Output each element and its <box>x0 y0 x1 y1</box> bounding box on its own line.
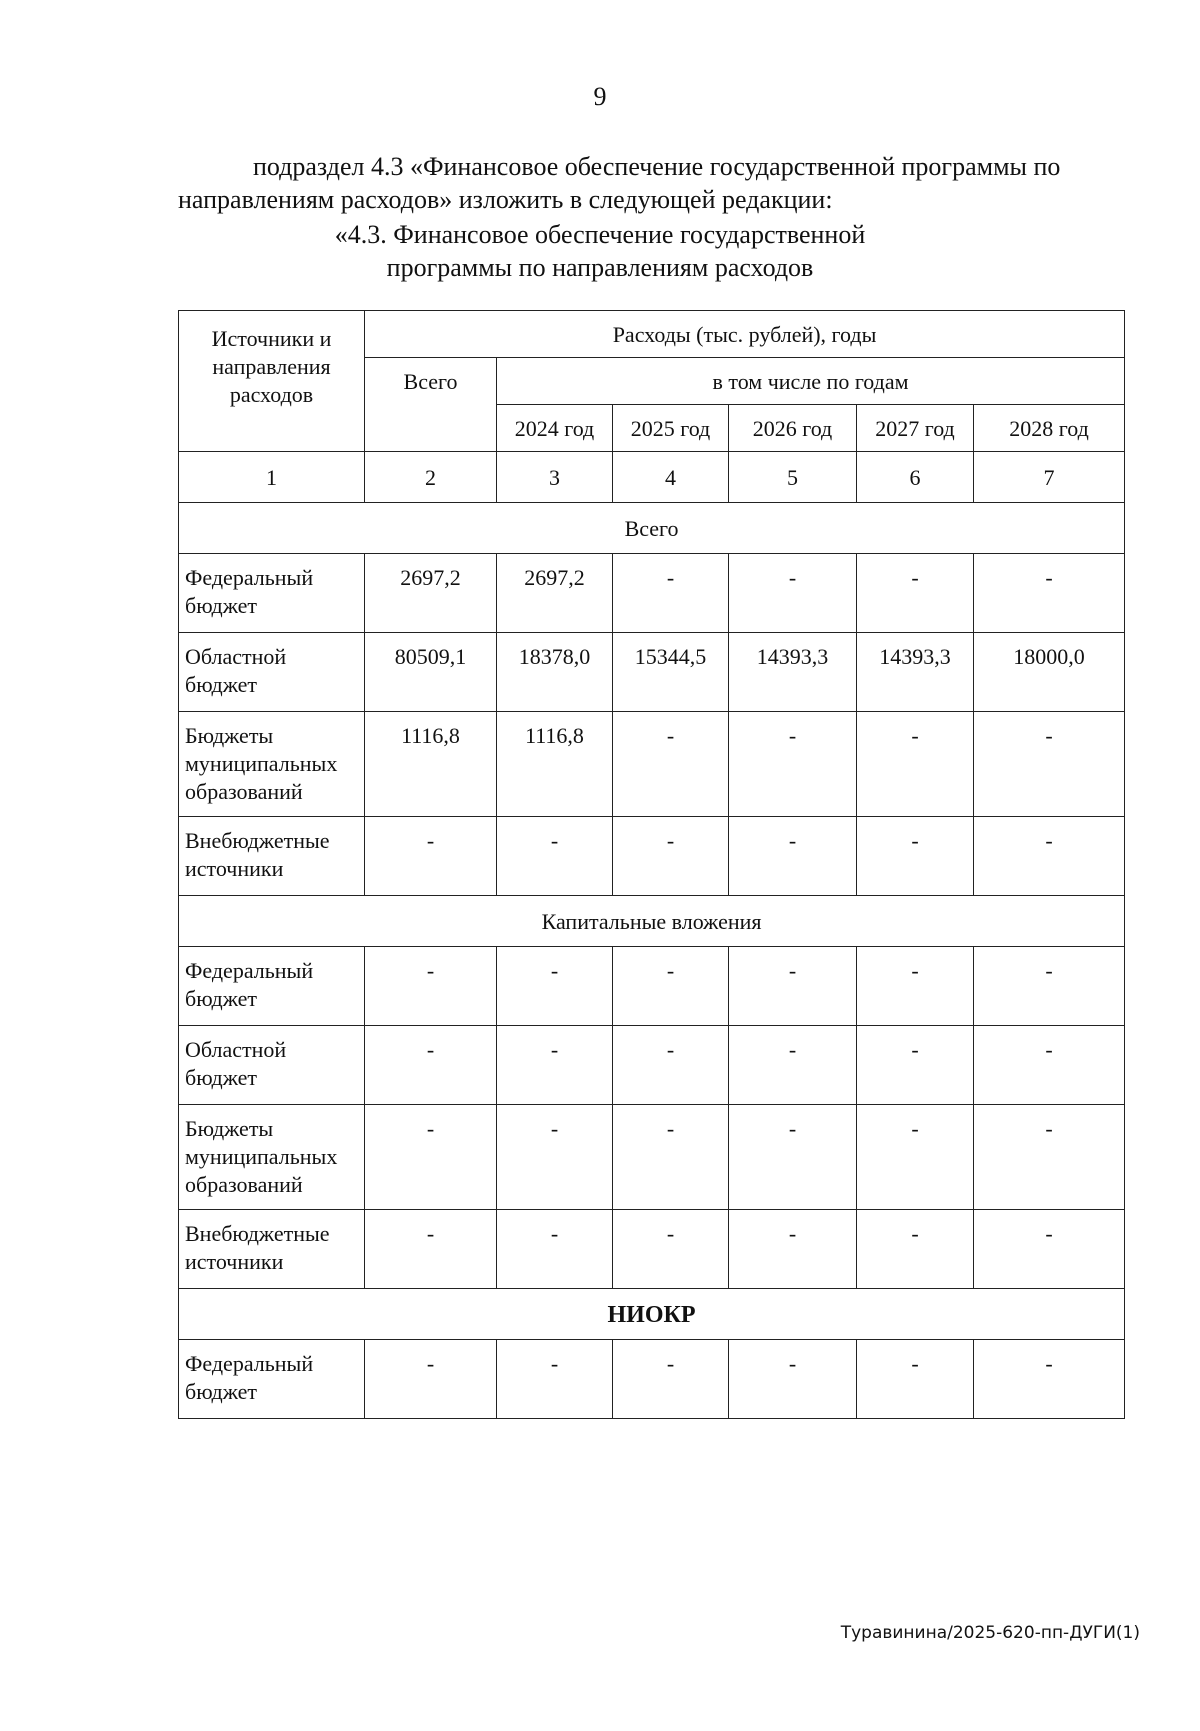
row-value: - <box>729 712 857 817</box>
row-value: - <box>365 1026 497 1105</box>
row-value: - <box>729 1026 857 1105</box>
row-value: - <box>857 554 974 633</box>
header-total: Всего <box>365 358 497 452</box>
header-year: 2027 год <box>857 405 974 452</box>
table-row <box>179 554 1125 633</box>
heading-line-2: программы по направлениям расходов <box>386 253 814 282</box>
row-value: 18378,0 <box>497 633 613 712</box>
column-number: 2 <box>365 452 497 503</box>
row-value: - <box>729 817 857 896</box>
row-value: - <box>857 947 974 1026</box>
row-value: 2697,2 <box>365 554 497 633</box>
row-value: - <box>497 947 613 1026</box>
section-title: НИОКР <box>179 1289 1125 1340</box>
column-number: 6 <box>857 452 974 503</box>
row-value: - <box>729 1105 857 1210</box>
row-value: - <box>857 712 974 817</box>
header-year: 2025 год <box>613 405 729 452</box>
row-value: - <box>365 817 497 896</box>
table-row <box>179 633 1125 712</box>
row-value: 14393,3 <box>857 633 974 712</box>
row-value: 80509,1 <box>365 633 497 712</box>
section-title: Капитальные вложения <box>179 896 1125 947</box>
table-row <box>179 947 1125 1026</box>
financing-table <box>178 310 1125 1419</box>
row-value: 15344,5 <box>613 633 729 712</box>
table-row <box>179 1026 1125 1105</box>
header-year: 2028 год <box>974 405 1125 452</box>
intro-line-1: подраздел 4.3 «Финансовое обеспечение государственной программы по <box>253 152 1061 181</box>
table-row <box>179 1340 1125 1419</box>
row-value: - <box>974 947 1125 1026</box>
table-row <box>179 1210 1125 1289</box>
row-value: - <box>857 1105 974 1210</box>
row-value: - <box>365 1105 497 1210</box>
row-value: - <box>857 817 974 896</box>
header-row-1 <box>179 311 1125 358</box>
row-value: - <box>613 817 729 896</box>
row-source: Внебюджетные источники <box>179 1210 365 1289</box>
subsection-heading <box>0 218 1200 284</box>
page-number: 9 <box>593 82 607 111</box>
header-expenses: Расходы (тыс. рублей), годы <box>365 311 1125 358</box>
row-value: - <box>365 1340 497 1419</box>
row-source: Областной бюджет <box>179 1026 365 1105</box>
row-value: - <box>365 947 497 1026</box>
row-value: 1116,8 <box>365 712 497 817</box>
row-value: - <box>974 554 1125 633</box>
row-value: - <box>974 712 1125 817</box>
row-source: Федеральный бюджет <box>179 554 365 633</box>
column-number: 3 <box>497 452 613 503</box>
row-value: - <box>974 1340 1125 1419</box>
document-footer-code: Туравинина/2025-620-пп-ДУГИ(1) <box>840 1623 1140 1643</box>
row-value: - <box>729 1210 857 1289</box>
row-value: - <box>497 1340 613 1419</box>
row-value: - <box>497 1026 613 1105</box>
row-value: - <box>974 1210 1125 1289</box>
row-source: Федеральный бюджет <box>179 1340 365 1419</box>
intro-line-2: направлениям расходов» изложить в следующей редакции: <box>178 185 833 214</box>
row-value: - <box>613 1026 729 1105</box>
table-row <box>179 712 1125 817</box>
row-value: 14393,3 <box>729 633 857 712</box>
row-value: - <box>729 947 857 1026</box>
column-number: 1 <box>179 452 365 503</box>
section-row <box>179 1289 1125 1340</box>
row-value: - <box>974 817 1125 896</box>
column-number: 5 <box>729 452 857 503</box>
row-value: - <box>497 1105 613 1210</box>
row-value: - <box>974 1026 1125 1105</box>
row-value: - <box>613 712 729 817</box>
row-value: - <box>857 1026 974 1105</box>
row-source: Бюджеты муниципальных образований <box>179 712 365 817</box>
header-sources: Источники и направления расходов <box>179 311 365 452</box>
row-value: - <box>857 1340 974 1419</box>
column-numbers-row <box>179 452 1125 503</box>
row-value: 2697,2 <box>497 554 613 633</box>
header-year: 2026 год <box>729 405 857 452</box>
header-by-years: в том числе по годам <box>497 358 1125 405</box>
section-title: Всего <box>179 503 1125 554</box>
row-value: 1116,8 <box>497 712 613 817</box>
row-value: - <box>613 1105 729 1210</box>
row-value: - <box>497 1210 613 1289</box>
row-source: Федеральный бюджет <box>179 947 365 1026</box>
row-source: Областной бюджет <box>179 633 365 712</box>
row-value: - <box>729 554 857 633</box>
row-value: 18000,0 <box>974 633 1125 712</box>
row-source: Бюджеты муниципальных образований <box>179 1105 365 1210</box>
row-value: - <box>365 1210 497 1289</box>
column-number: 7 <box>974 452 1125 503</box>
row-value: - <box>497 817 613 896</box>
row-value: - <box>613 1340 729 1419</box>
row-value: - <box>974 1105 1125 1210</box>
row-value: - <box>613 554 729 633</box>
row-value: - <box>729 1340 857 1419</box>
section-row <box>179 503 1125 554</box>
section-row <box>179 896 1125 947</box>
header-year: 2024 год <box>497 405 613 452</box>
row-value: - <box>857 1210 974 1289</box>
heading-line-1: «4.3. Финансовое обеспечение государственной <box>334 220 866 249</box>
intro-paragraph <box>178 150 1138 216</box>
row-value: - <box>613 947 729 1026</box>
column-number: 4 <box>613 452 729 503</box>
row-source: Внебюджетные источники <box>179 817 365 896</box>
table-row <box>179 1105 1125 1210</box>
row-value: - <box>613 1210 729 1289</box>
table-row <box>179 817 1125 896</box>
